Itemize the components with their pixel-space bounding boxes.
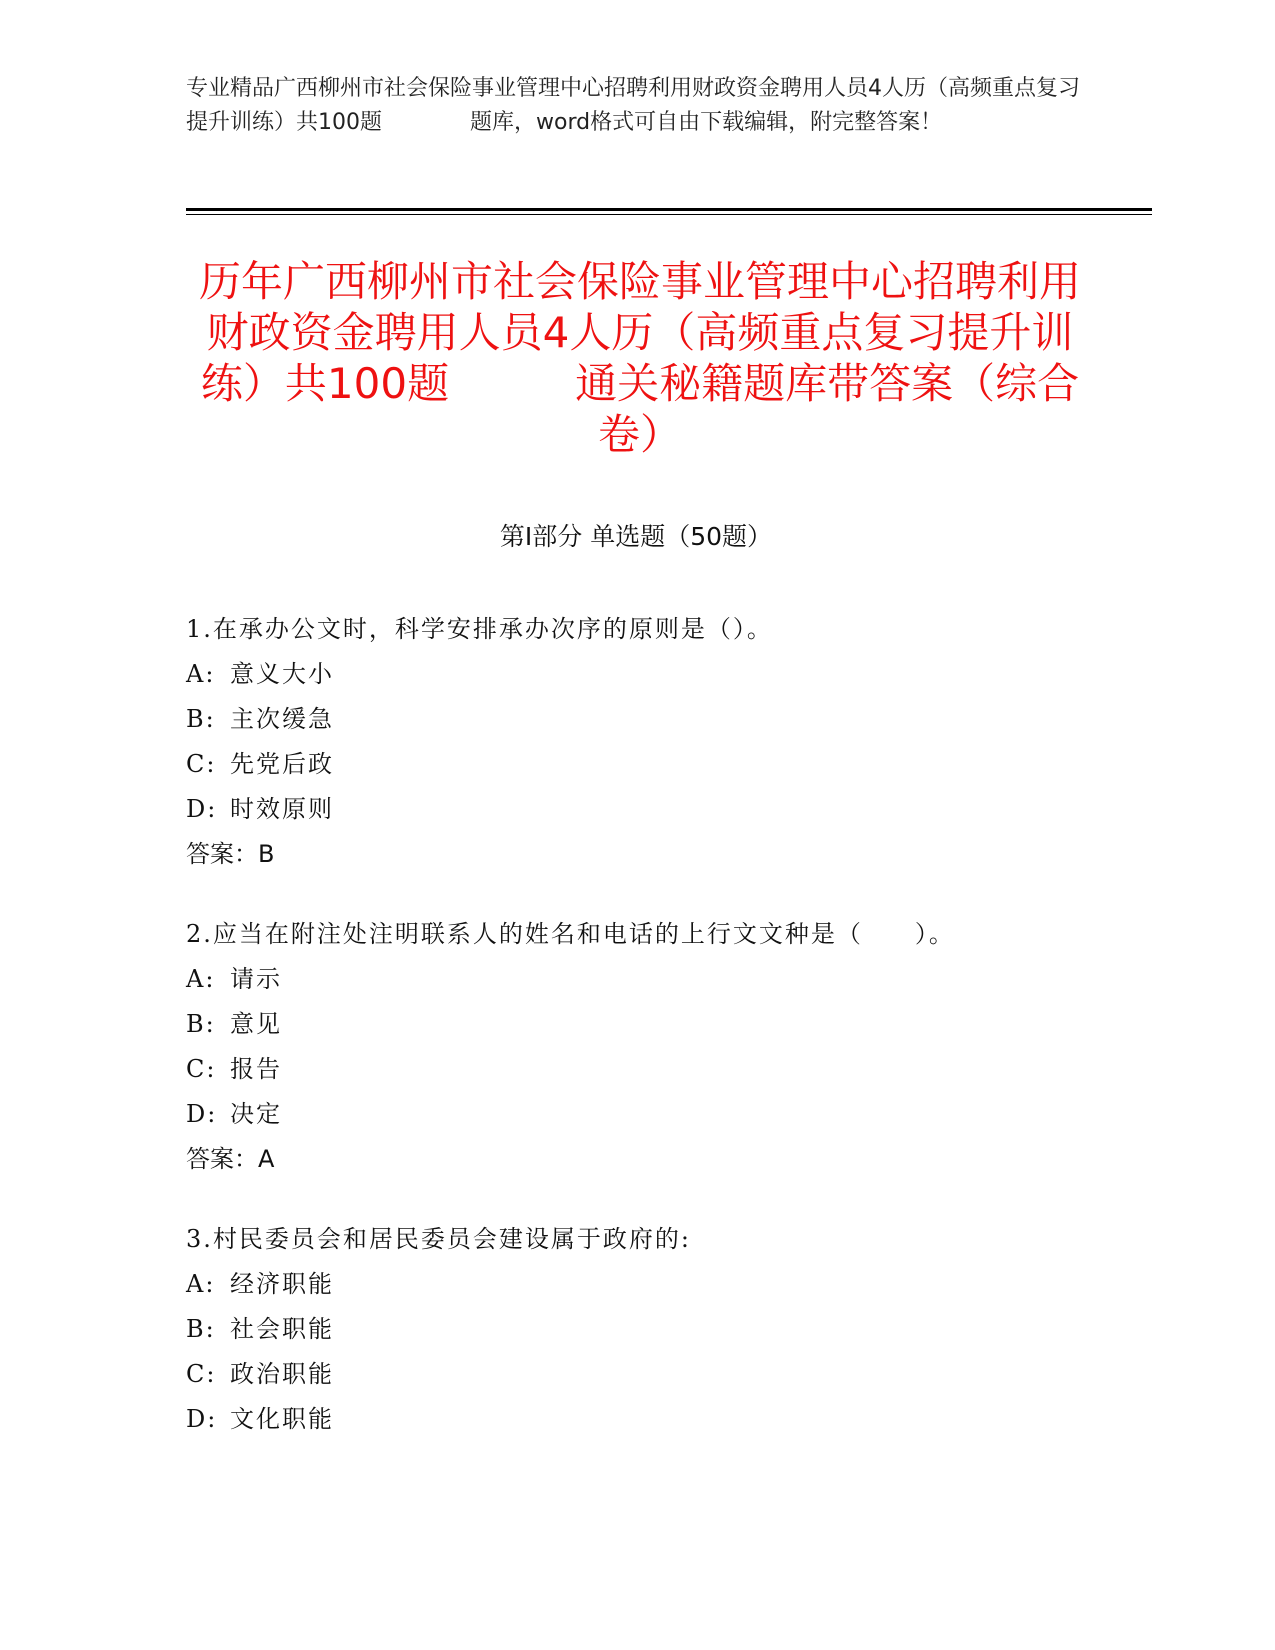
question-1: [186, 612, 1126, 871]
option-text: 先党后政: [230, 750, 334, 778]
header-divider-thin: [186, 214, 1152, 215]
header-divider-thick: [186, 208, 1152, 211]
option-text: 文化职能: [230, 1405, 334, 1433]
option-d: [186, 1402, 1126, 1436]
option-a: [186, 657, 1126, 691]
option-label: C:: [186, 750, 217, 778]
option-c: [186, 1357, 1126, 1391]
question-2: [186, 917, 1126, 1176]
option-a: [186, 1267, 1126, 1301]
option-text: 主次缓急: [230, 705, 334, 733]
option-text: 报告: [230, 1055, 282, 1083]
option-b: [186, 1312, 1126, 1346]
option-text: 意义大小: [230, 660, 334, 688]
option-a: [186, 962, 1126, 996]
answer: 答案：A: [186, 1145, 275, 1173]
option-label: A:: [186, 660, 216, 688]
option-label: A:: [186, 965, 216, 993]
option-label: D:: [186, 1405, 218, 1433]
question-list: [186, 612, 1126, 1482]
option-text: 社会职能: [230, 1315, 334, 1343]
option-label: B:: [186, 1315, 216, 1343]
option-label: C:: [186, 1055, 217, 1083]
option-b: [186, 702, 1126, 736]
question-text: 1.在承办公文时，科学安排承办次序的原则是（）。: [186, 615, 773, 643]
option-text: 时效原则: [230, 795, 334, 823]
answer: 答案：B: [186, 840, 275, 868]
option-label: B:: [186, 705, 216, 733]
question-text: 2.应当在附注处注明联系人的姓名和电话的上行文文种是（ ）。: [186, 920, 955, 948]
option-d: [186, 792, 1126, 826]
option-label: B:: [186, 1010, 216, 1038]
section-heading: 第Ⅰ部分 单选题（50题）: [499, 522, 773, 551]
option-b: [186, 1007, 1126, 1041]
header-note: 专业精品广西柳州市社会保险事业管理中心招聘利用财政资金聘用人员4人历（高频重点复习提升训练）共100题 题库，word格式可自由下载编辑，附完整答案！: [186, 76, 1081, 135]
option-text: 经济职能: [230, 1270, 334, 1298]
option-label: A:: [186, 1270, 216, 1298]
document-title: 历年广西柳州市社会保险事业管理中心招聘利用财政资金聘用人员4人历（高频重点复习提升训练）共100题 通关秘籍题库带答案（综合卷）: [198, 257, 1081, 459]
option-label: D:: [186, 1100, 218, 1128]
option-text: 政治职能: [230, 1360, 334, 1388]
question-text: 3.村民委员会和居民委员会建设属于政府的:: [186, 1225, 691, 1253]
option-d: [186, 1097, 1126, 1131]
option-c: [186, 1052, 1126, 1086]
option-label: C:: [186, 1360, 217, 1388]
option-c: [186, 747, 1126, 781]
question-3: [186, 1222, 1126, 1436]
option-text: 决定: [230, 1100, 282, 1128]
option-text: 意见: [230, 1010, 282, 1038]
option-text: 请示: [230, 965, 282, 993]
option-label: D:: [186, 795, 218, 823]
